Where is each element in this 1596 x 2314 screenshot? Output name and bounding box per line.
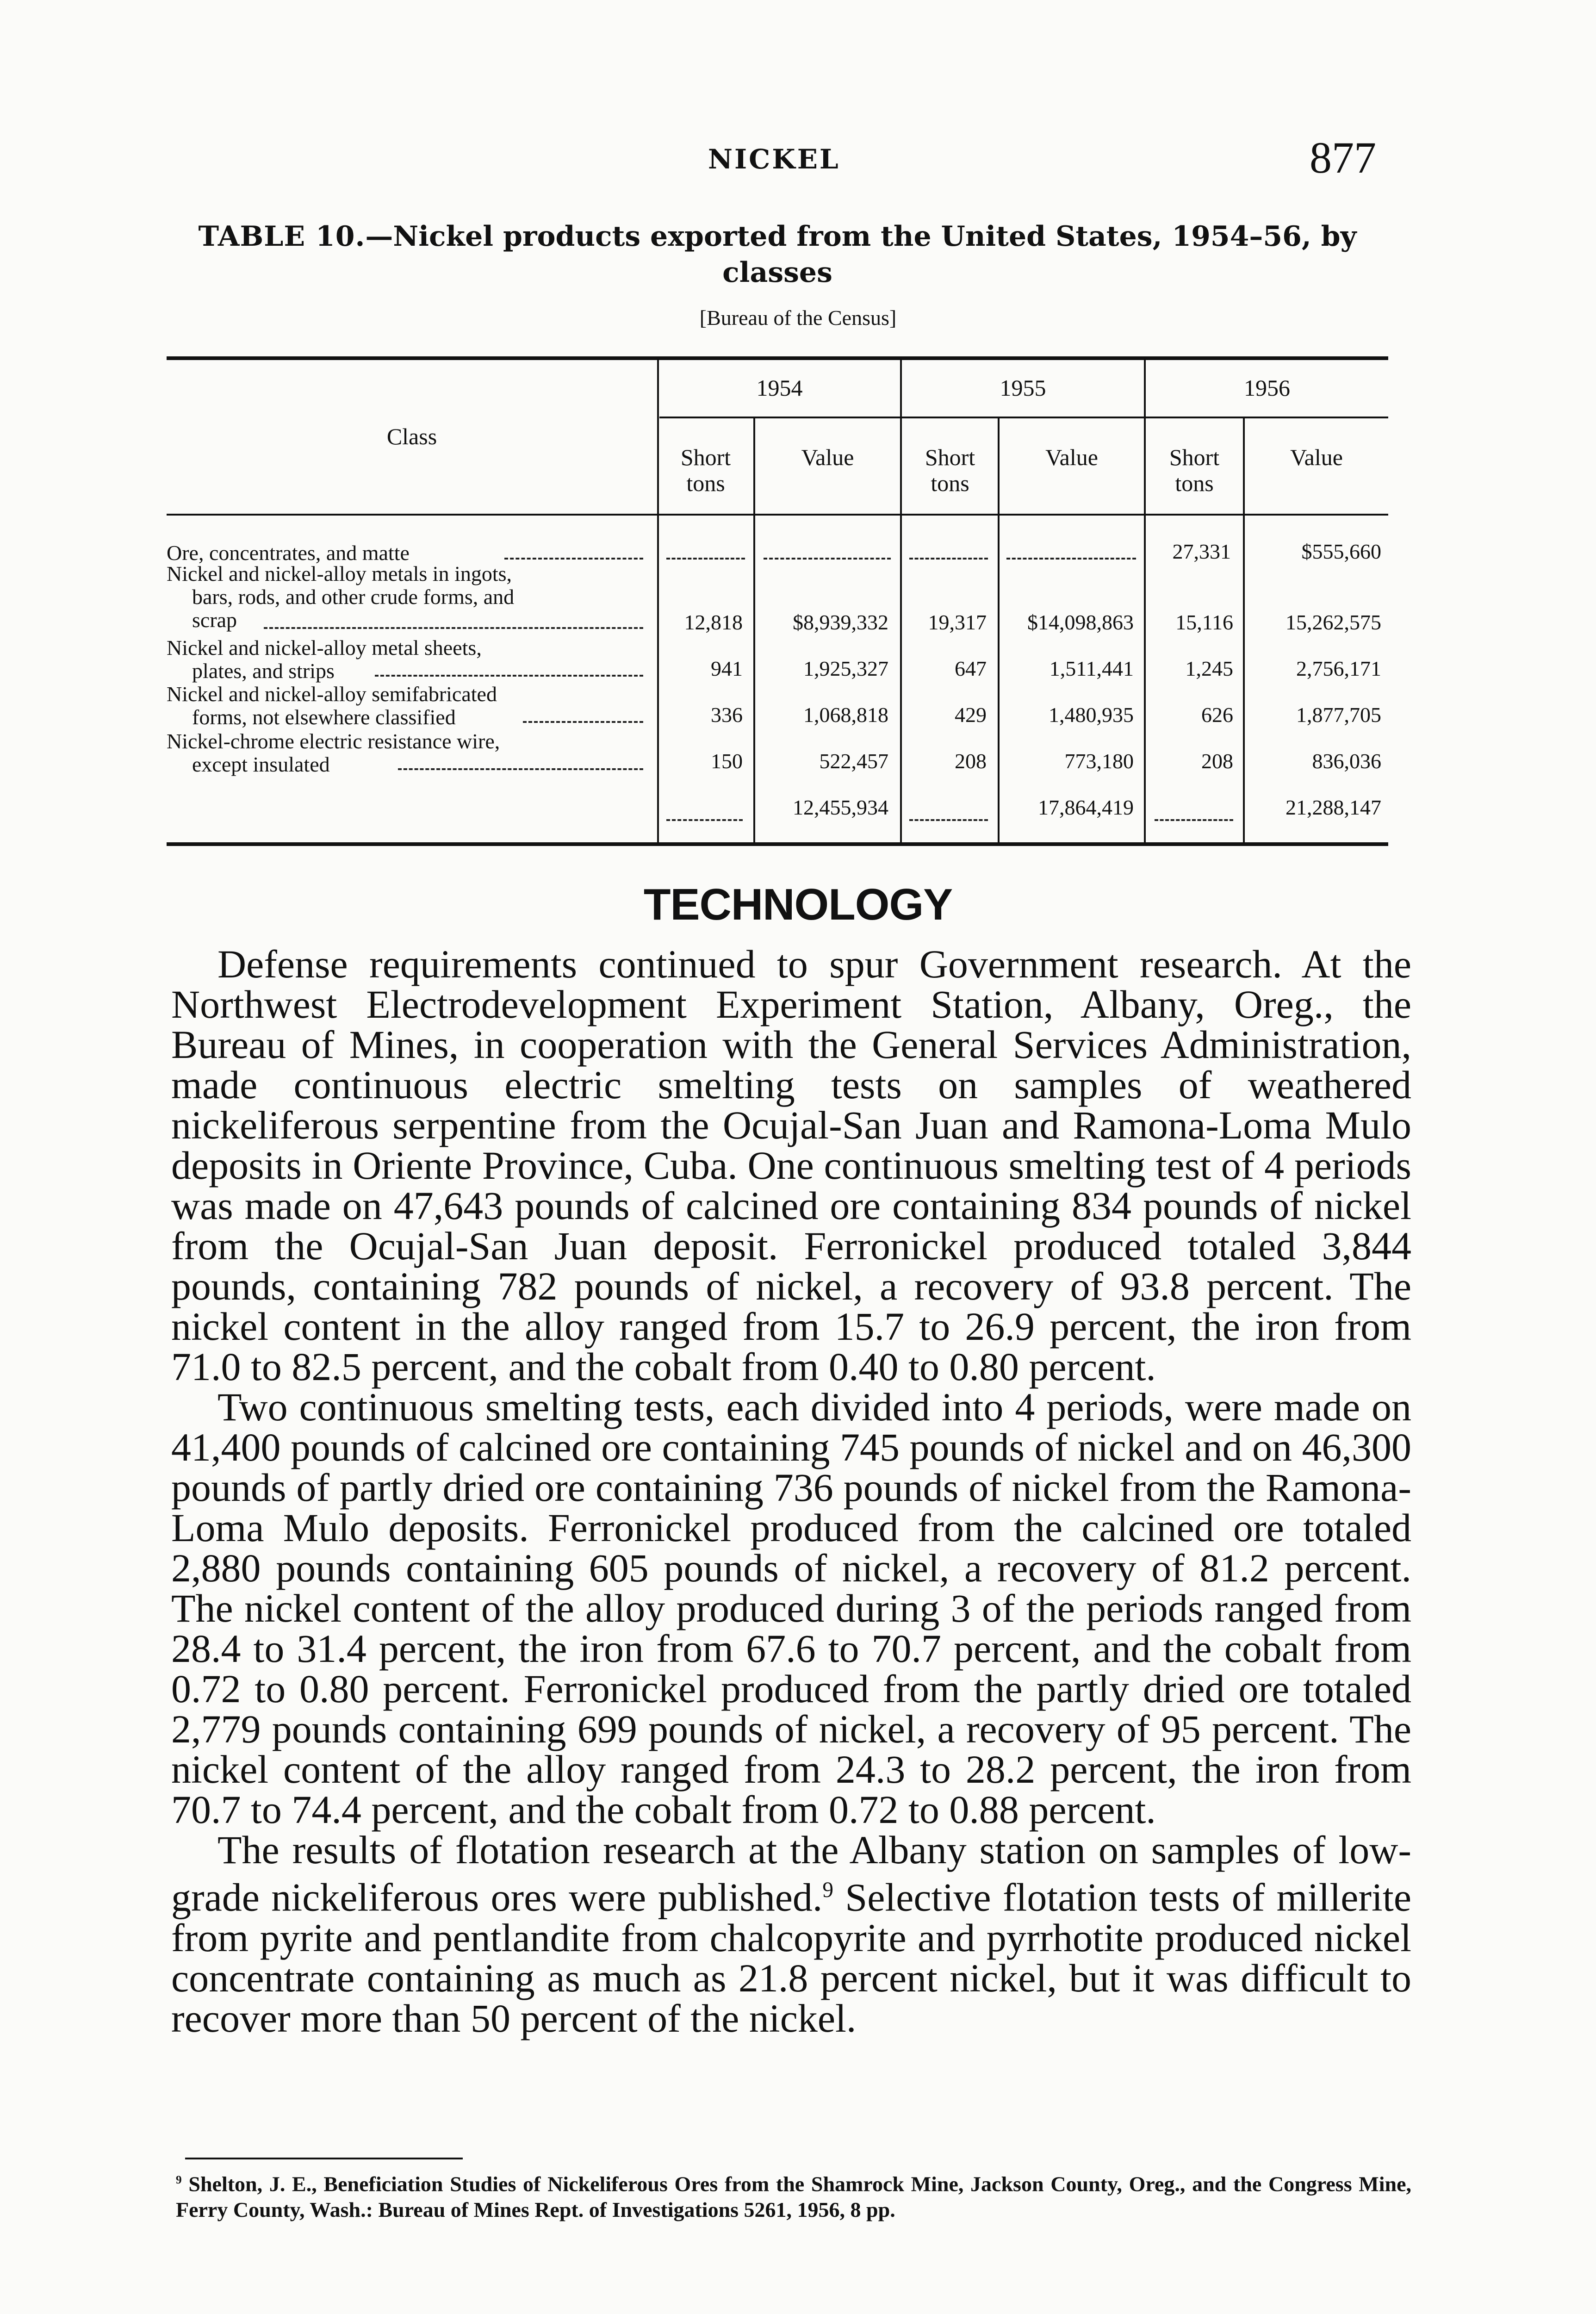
column-rule xyxy=(657,360,659,842)
table-cell: 1,511,441 xyxy=(1049,657,1134,680)
table-cell: $14,098,863 xyxy=(1027,610,1134,634)
table-top-rule xyxy=(167,356,1388,360)
column-rule xyxy=(1144,360,1146,842)
table-cell: 429 xyxy=(955,703,987,727)
year-header: 1956 xyxy=(1244,375,1290,401)
empty-cell xyxy=(909,558,988,560)
table-title-text: —Nickel products exported from the United States, 1954–56, by classes xyxy=(365,220,1357,289)
table-cell: 1,068,818 xyxy=(803,703,888,727)
table-cell: 1,925,327 xyxy=(803,657,888,680)
col-header-short-tons: Short tons xyxy=(680,444,731,496)
year-header: 1954 xyxy=(756,375,803,401)
table-cell: 15,116 xyxy=(1175,610,1233,634)
empty-cell xyxy=(666,819,743,821)
leader-dots xyxy=(375,675,643,677)
table-cell: 208 xyxy=(1201,749,1233,773)
table-row-stub: Nickel-chrome electric resistance wire, except insulated xyxy=(167,729,500,776)
total-cell: 12,455,934 xyxy=(793,796,888,819)
table-cell: 208 xyxy=(955,749,987,773)
column-rule xyxy=(1243,418,1245,842)
table-cell: 150 xyxy=(711,749,743,773)
empty-cell xyxy=(909,819,988,821)
table-cell: $8,939,332 xyxy=(793,610,888,634)
leader-dots xyxy=(264,627,643,629)
table-cell: 522,457 xyxy=(819,749,888,773)
table-cell: 1,877,705 xyxy=(1296,703,1381,727)
table-row-stub: Nickel and nickel-alloy semifabricated forms, not elsewhere classified xyxy=(167,682,497,729)
table-cell: 626 xyxy=(1201,703,1233,727)
empty-cell xyxy=(1155,819,1233,821)
footnote-text: Shelton, J. E., Beneficiation Studies of Nickeliferous Ores from the Shamrock Mine, Jackson County, Oreg., and the Congress Mine, Ferry County, Wash.: Bureau of Mines Rept. of Investigations 5261, 1956, 8 pp. xyxy=(176,2172,1411,2222)
page-number: 877 xyxy=(1310,133,1376,182)
table-bottom-rule xyxy=(167,842,1388,846)
table-row-stub: Nickel and nickel-alloy metals in ingots, bars, rods, and other crude forms, and scrap xyxy=(167,562,515,632)
body-text xyxy=(171,944,1411,2039)
table-label: TABLE 10. xyxy=(198,220,366,253)
col-header-short-tons: Short tons xyxy=(925,444,975,496)
empty-cell xyxy=(764,558,891,560)
paragraph: The results of flotation research at the Albany station on samples of low-grade nickeliferous ores were published.$^9$ Selective flotation tests of millerite from pyrite and pentlandite from chalcopyrite and pyrrhotite produced nickel concentrate containing as much as 21.8 percent nickel, but it was difficult to recover more than 50 percent of the nickel. xyxy=(171,1828,1411,2040)
table-cell: 2,756,171 xyxy=(1296,657,1381,680)
column-rule xyxy=(900,360,902,842)
empty-cell xyxy=(1006,558,1136,560)
year-header: 1955 xyxy=(1000,375,1046,401)
col-header-value: Value xyxy=(801,444,854,470)
year-rule xyxy=(659,417,1388,418)
table-source: [Bureau of the Census] xyxy=(699,306,897,330)
table-cell: 941 xyxy=(711,657,743,680)
total-cell: 17,864,419 xyxy=(1038,796,1134,819)
table-cell: 27,331 xyxy=(1172,540,1231,563)
total-cell: 21,288,147 xyxy=(1285,796,1381,819)
running-title: NICKEL xyxy=(708,143,840,175)
stub-header: Class xyxy=(386,423,437,449)
leader-dots xyxy=(523,721,643,723)
column-rule xyxy=(753,418,755,842)
table-cell: 19,317 xyxy=(928,610,987,634)
table-cell: 773,180 xyxy=(1064,749,1134,773)
table-cell: 1,480,935 xyxy=(1049,703,1134,727)
leader-dots xyxy=(398,768,643,770)
table-cell: $555,660 xyxy=(1301,540,1381,563)
table-cell: 15,262,575 xyxy=(1285,610,1381,634)
col-header-value: Value xyxy=(1045,444,1098,470)
paragraph: Defense requirements continued to spur Government research. At the Northwest Electrodevelopment Experiment Station, Albany, Oreg., the Bureau of Mines, in cooperation with the General Services Administration, made continuous electric smelting tests on samples of weathered nickeliferous serpentine from the Ocujal-San Juan and Ramona-Loma Mulo deposits in Oriente Province, Cuba. One continuous smelting test of 4 periods was made on 47,643 pounds of calcined ore containing 834 pounds of nickel from the Ocujal-San Juan deposit. Ferronickel produced totaled 3,844 pounds, containing 782 pounds of nickel, a recovery of 93.8 percent. The nickel content in the alloy ranged from 15.7 to 26.9 percent, the iron from 71.0 to 82.5 percent, and the cobalt from 0.40 to 0.80 percent. xyxy=(171,942,1411,1389)
table-cell: 336 xyxy=(711,703,743,727)
table-cell: 836,036 xyxy=(1312,749,1381,773)
table-row-stub: Nickel and nickel-alloy metal sheets, plates, and strips xyxy=(167,636,482,683)
table-cell: 12,818 xyxy=(684,610,743,634)
footnote-mark: 9 xyxy=(176,2173,182,2186)
header-bottom-rule xyxy=(167,514,1388,516)
table-cell: 1,245 xyxy=(1185,657,1233,680)
empty-cell xyxy=(666,558,745,560)
footnote xyxy=(176,2167,1411,2223)
col-header-short-tons: Short tons xyxy=(1169,444,1220,496)
paragraph: Two continuous smelting tests, each divided into 4 periods, were made on 41,400 pounds of calcined ore containing 745 pounds of nickel and on 46,300 pounds of partly dried ore containing 736 pounds of nickel from the Ramona-Loma Mulo deposits. Ferronickel produced from the calcined ore totaled 2,880 pounds containing 605 pounds of nickel, a recovery of 81.2 percent. The nickel content of the alloy produced during 3 of the periods ranged from 28.4 to 31.4 percent, the iron from 67.6 to 70.7 percent, and the cobalt from 0.72 to 0.80 percent. Ferronickel produced from the partly dried ore totaled 2,779 pounds containing 699 pounds of nickel, a recovery of 95 percent. The nickel content of the alloy ranged from 24.3 to 28.2 percent, the iron from 70.7 to 74.4 percent, and the cobalt from 0.72 to 0.88 percent. xyxy=(171,1385,1411,1832)
footnote-rule xyxy=(185,2158,463,2159)
footnote-ref[interactable]: 9 xyxy=(822,1878,834,1902)
col-header-value: Value xyxy=(1290,444,1343,470)
table-cell: 647 xyxy=(955,657,987,680)
leader-dots xyxy=(504,558,643,560)
table-title xyxy=(167,218,1388,291)
table-row-stub: Ore, concentrates, and matte xyxy=(167,541,410,565)
section-heading: TECHNOLOGY xyxy=(643,880,953,929)
